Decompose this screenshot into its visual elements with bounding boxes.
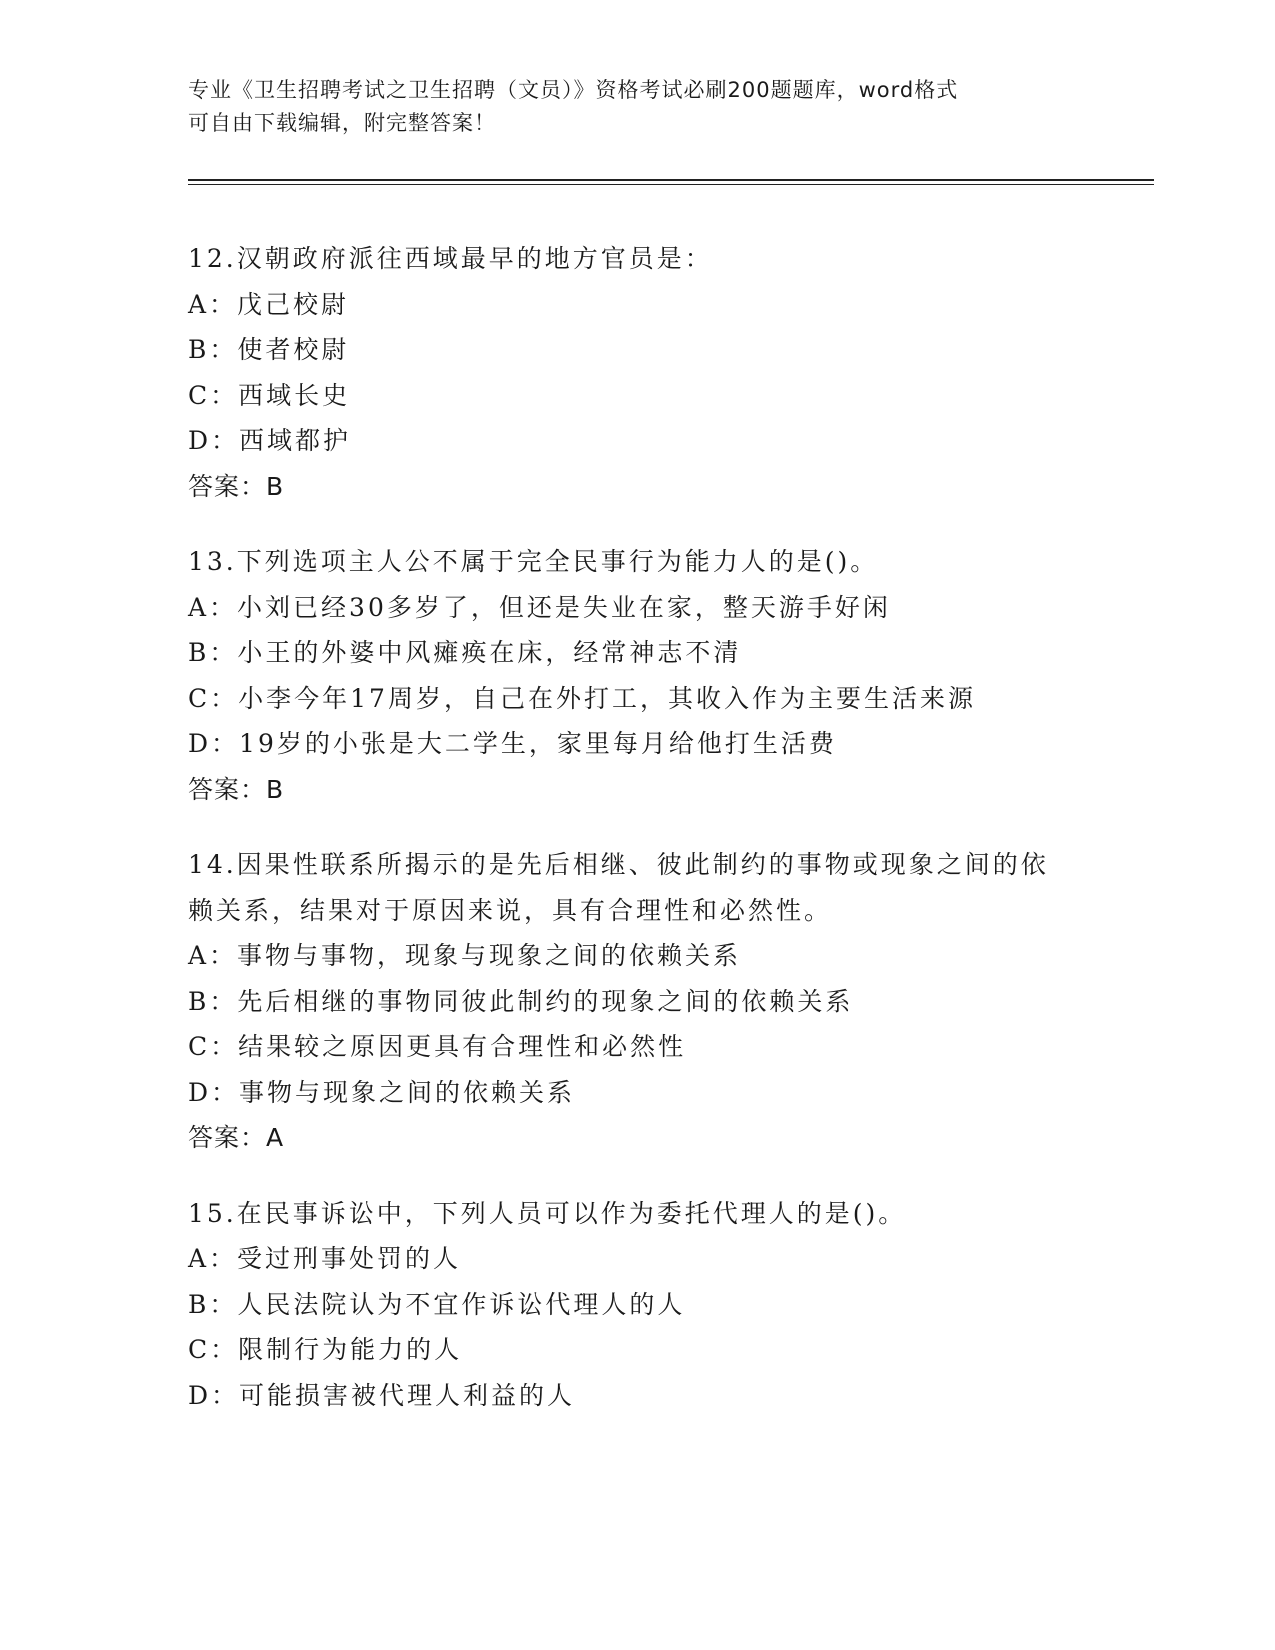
option-d: D：可能损害被代理人利益的人 [188, 1380, 576, 1410]
option-b: B：小王的外婆中风瘫痪在床，经常神志不清 [188, 638, 742, 667]
option-d: D：西域都护 [188, 426, 352, 455]
option-b: B：使者校尉 [188, 335, 350, 364]
option-d: D：事物与现象之间的依赖关系 [188, 1077, 576, 1107]
option-c: C：小李今年17周岁，自己在外打工，其收入作为主要生活来源 [188, 683, 976, 713]
option-a: A：事物与事物，现象与现象之间的依赖关系 [188, 941, 742, 970]
option-c: C：西域长史 [188, 380, 351, 410]
answer-line: 答案：B [188, 774, 285, 804]
option-c: C：限制行为能力的人 [188, 1335, 463, 1364]
header-line-1: 专业《卫生招聘考试之卫生招聘（文员）》资格考试必刷200题题库，word格式 [188, 78, 959, 102]
option-b: B：先后相继的事物同彼此制约的现象之间的依赖关系 [188, 986, 854, 1016]
question-stem: 13.下列选项主人公不属于完全民事行为能力人的是()。 [188, 547, 879, 576]
answer-line: 答案：A [188, 1123, 285, 1152]
option-d: D：19岁的小张是大二学生，家里每月给他打生活费 [188, 729, 837, 758]
option-b: B：人民法院认为不宜作诉讼代理人的人 [188, 1289, 686, 1319]
question-13 [188, 539, 1154, 812]
question-14 [188, 842, 1154, 1161]
question-list [188, 236, 1154, 1448]
header-rule-thick [188, 179, 1154, 181]
document-header [188, 74, 1068, 140]
answer-line: 答案：B [188, 471, 285, 501]
question-stem: 14.因果性联系所揭示的是先后相继、彼此制约的事物或现象之间的依 [188, 850, 1049, 879]
option-a: A：小刘已经30多岁了，但还是失业在家，整天游手好闲 [188, 592, 891, 622]
question-stem: 12.汉朝政府派往西域最早的地方官员是： [188, 244, 713, 273]
question-15 [188, 1191, 1154, 1419]
option-c: C：结果较之原因更具有合理性和必然性 [188, 1032, 687, 1061]
header-line-2: 可自由下载编辑，附完整答案！ [188, 111, 496, 135]
header-rule-thin [188, 184, 1154, 185]
question-12 [188, 236, 1154, 509]
option-a: A：戊己校尉 [188, 289, 350, 319]
question-stem: 15.在民事诉讼中，下列人员可以作为委托代理人的是()。 [188, 1198, 907, 1228]
option-a: A：受过刑事处罚的人 [188, 1244, 462, 1273]
question-stem-continued: 赖关系，结果对于原因来说，具有合理性和必然性。 [188, 895, 833, 925]
